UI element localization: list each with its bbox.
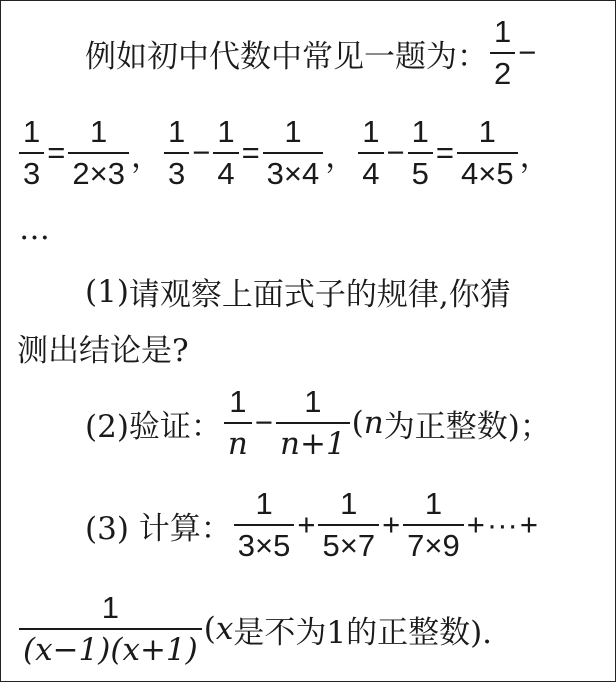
fraction-one-quarter-b: $\frac{1}{4}$ bbox=[358, 115, 383, 191]
comma: ， bbox=[130, 138, 162, 175]
plus-sign: + bbox=[382, 507, 401, 543]
part3-cond-rest: 是不为1的正整数). bbox=[233, 614, 493, 651]
line-intro bbox=[1, 15, 615, 91]
plus-sign: + bbox=[297, 507, 316, 543]
part2-cond-open: ( bbox=[351, 405, 364, 442]
line-part1 bbox=[1, 269, 615, 314]
fraction-result-3: $\frac{1}{4\times 5}$ bbox=[457, 115, 518, 191]
part1-text-b: 测出结论是? bbox=[17, 333, 189, 369]
fraction-one-third: $\frac{1}{3}$ bbox=[19, 115, 44, 191]
minus-sign: − bbox=[386, 135, 405, 171]
plus-sign: + bbox=[519, 507, 538, 543]
fraction-term-3: $\frac{1}{7\times 9}$ bbox=[403, 487, 464, 563]
fraction-one-over-n: $\frac{1}{n}$ bbox=[224, 385, 252, 461]
part1-label: (1) bbox=[85, 273, 129, 310]
minus-sign: − bbox=[518, 35, 537, 71]
ellipsis: … bbox=[19, 211, 50, 247]
fraction-last-term: $\frac{1}{(x-1)(x+1)}$ bbox=[19, 591, 202, 667]
line-equations bbox=[1, 115, 615, 191]
fraction-term-1: $\frac{1}{3\times 5}$ bbox=[234, 487, 295, 563]
part2-cond-var: n bbox=[363, 405, 384, 442]
fraction-one-third-b: $\frac{1}{3}$ bbox=[164, 115, 189, 191]
line-part2 bbox=[1, 385, 615, 461]
comma: ， bbox=[325, 138, 357, 175]
equals-sign: = bbox=[47, 135, 66, 171]
fraction-result-1: $\frac{1}{2\times 3}$ bbox=[68, 115, 129, 191]
fraction-result-2: $\frac{1}{3\times 4}$ bbox=[263, 115, 324, 191]
fraction-term-2: $\frac{1}{5\times 7}$ bbox=[318, 487, 379, 563]
line-ellipsis bbox=[1, 211, 615, 247]
minus-sign: − bbox=[192, 135, 211, 171]
line-part3 bbox=[1, 487, 615, 563]
equals-sign: = bbox=[241, 135, 260, 171]
part3-cond-var: x bbox=[215, 611, 234, 648]
plus-sign: + bbox=[466, 507, 485, 543]
intro-text: 例如初中代数中常见一题为： bbox=[85, 38, 488, 75]
part3-cond-open: ( bbox=[203, 611, 216, 648]
fraction-one-quarter: $\frac{1}{4}$ bbox=[213, 115, 238, 191]
part1-text-a: 请观察上面式子的规律,你猜 bbox=[128, 277, 511, 313]
equals-sign: = bbox=[435, 135, 454, 171]
part2-label: (2)验证： bbox=[85, 408, 222, 445]
dots: ··· bbox=[486, 507, 518, 543]
fraction-one-over-n-plus-1: $\frac{1}{n+1}$ bbox=[276, 385, 350, 461]
fraction-one-fifth: $\frac{1}{5}$ bbox=[408, 115, 433, 191]
fraction-one-half: $\frac{1}{2}$ bbox=[490, 15, 515, 91]
part2-cond-rest: 为正整数)； bbox=[383, 408, 551, 445]
minus-sign: − bbox=[254, 405, 273, 441]
line-part3-cont bbox=[1, 591, 615, 667]
comma: ， bbox=[519, 138, 551, 175]
part3-label: (3) 计算： bbox=[85, 510, 232, 547]
line-part1-cont bbox=[1, 325, 615, 370]
